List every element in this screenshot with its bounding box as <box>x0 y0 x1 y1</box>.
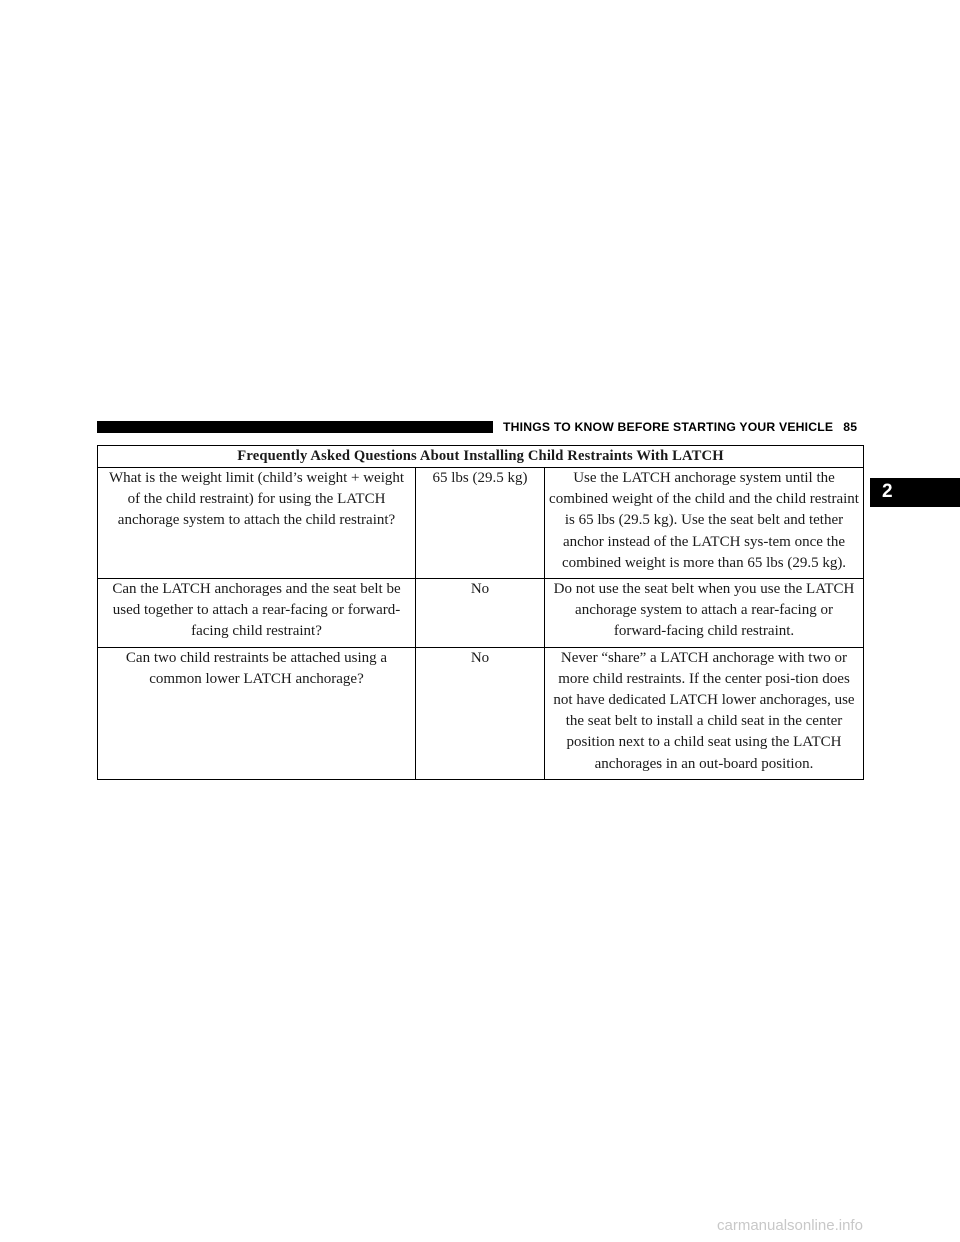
answer-cell: No <box>416 647 545 779</box>
answer-cell: No <box>416 579 545 648</box>
watermark-text: carmanualsonline.info <box>717 1217 863 1234</box>
page-number: 85 <box>843 420 858 434</box>
answer-cell: 65 lbs (29.5 kg) <box>416 468 545 579</box>
faq-table <box>97 445 864 780</box>
detail-cell: Never “share” a LATCH anchorage with two or more child restraints. If the center posi-tion does not have dedicated LATCH lower anchorages, use the seat belt to install a child seat in the center position next to a child seat using the LATCH anchorages in an out-board position. <box>545 647 864 779</box>
table-row <box>98 647 864 779</box>
question-cell: Can two child restraints be attached using a common lower LATCH anchorage? <box>98 647 416 779</box>
chapter-tab <box>870 478 960 507</box>
table-title: Frequently Asked Questions About Installing Child Restraints With LATCH <box>98 446 864 468</box>
table-row <box>98 579 864 648</box>
running-header <box>503 418 857 436</box>
detail-cell: Use the LATCH anchorage system until the combined weight of the child and the child restraint is 65 lbs (29.5 kg). Use the seat belt and tether anchor instead of the LATCH sys-tem once the combined weight is more than 65 lbs (29.5 kg). <box>545 468 864 579</box>
detail-cell: Do not use the seat belt when you use the LATCH anchorage system to attach a rear-facing or forward-facing child restraint. <box>545 579 864 648</box>
question-cell: What is the weight limit (child’s weight + weight of the child restraint) for using the LATCH anchorage system to attach the child restraint? <box>98 468 416 579</box>
header-rule-bar <box>97 421 493 433</box>
table-title-row <box>98 446 864 468</box>
chapter-number: 2 <box>882 481 893 502</box>
table-row <box>98 468 864 579</box>
question-cell: Can the LATCH anchorages and the seat belt be used together to attach a rear-facing or forward-facing child restraint? <box>98 579 416 648</box>
section-title: THINGS TO KNOW BEFORE STARTING YOUR VEHICLE <box>503 420 834 434</box>
